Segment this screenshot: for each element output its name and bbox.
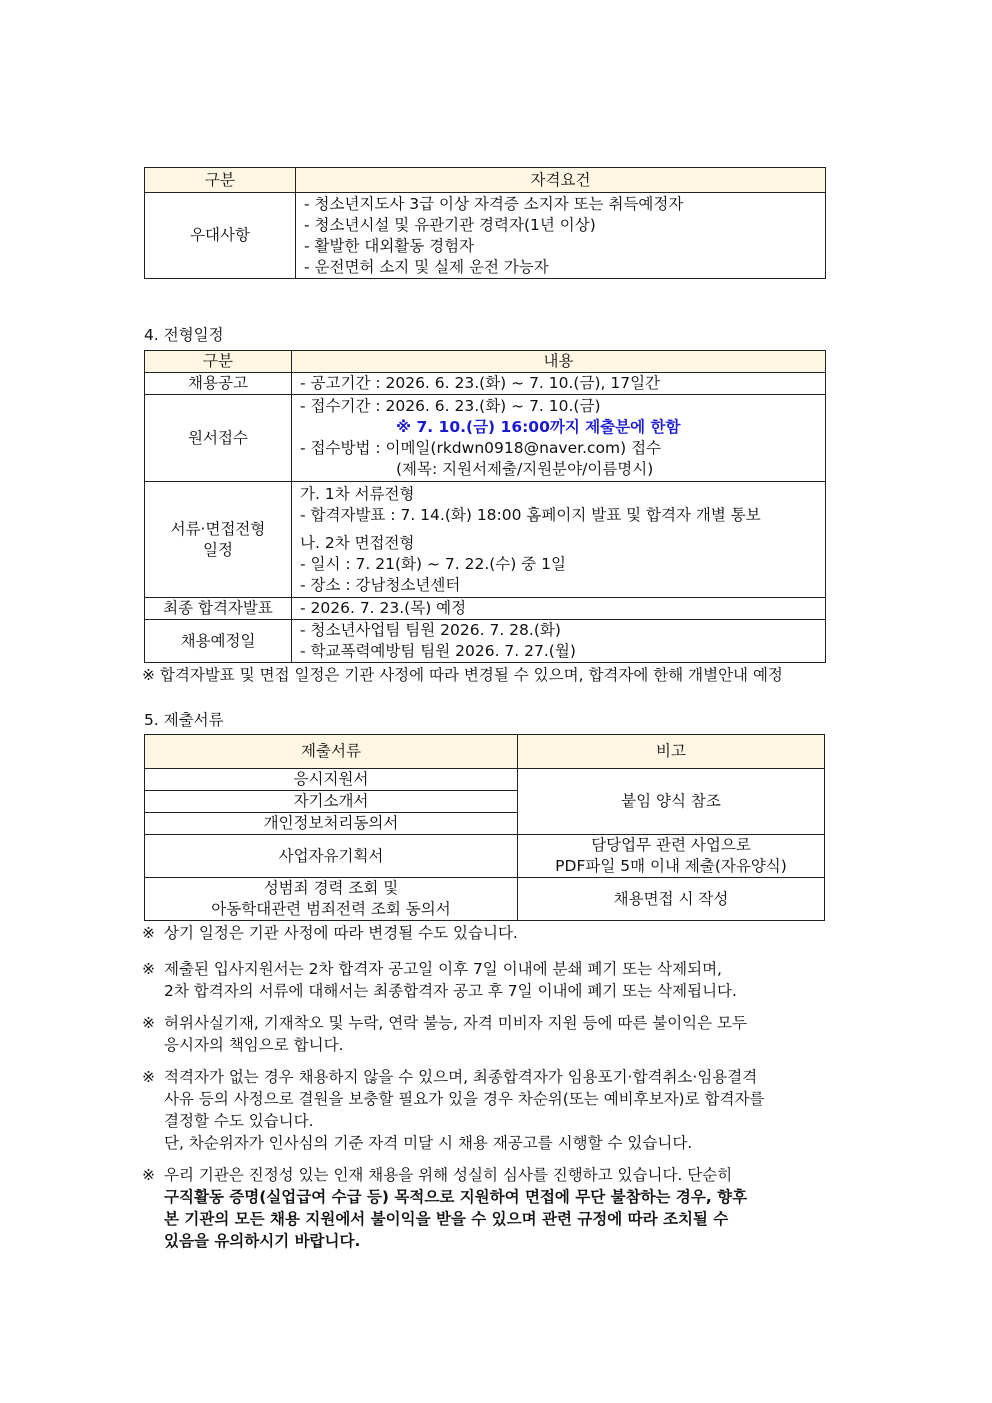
screening-step-2-title: 나. 2차 면접전형 <box>300 533 415 552</box>
screening-step-2-place: - 장소 : 강남청소년센터 <box>300 575 461 594</box>
row-label-screening: 서류·면접전형 일정 <box>145 482 292 598</box>
application-method: - 접수방법 : 이메일(rkdwn0918@naver.com) 접수 <box>300 439 662 457</box>
header-category: 구분 <box>145 351 292 373</box>
section-title-documents: 5. 제출서류 <box>144 711 224 729</box>
note-4: ※ 적격자가 없는 경우 채용하지 않을 수 있으며, 최종합격자가 임용포기·합격취소·임용결격 사유 등의 사정으로 결원을 보충할 필요가 있을 경우 차순위(또는 예비후보자)로 합격자를 결정할 수도 있습니다. 단, 차순위자가 인사심의 기준 자격 미달 시 채용 재공고를 시행할 수 있습니다. <box>142 1068 765 1152</box>
application-cell <box>292 395 826 482</box>
final-announcement: - 2026. 7. 23.(목) 예정 <box>292 598 826 620</box>
header-documents: 제출서류 <box>145 735 518 769</box>
screening-step-1-text: - 합격자발표 : 7. 14.(화) 18:00 홈페이지 발표 및 합격자 개별 통보 <box>300 505 761 524</box>
preference-item: - 청소년시설 및 유관기관 경력자(1년 이상) <box>304 215 596 234</box>
application-deadline: ※ 7. 10.(금) 16:00까지 제출분에 한함 <box>396 418 681 436</box>
note-2: ※ 제출된 입사지원서는 2차 합격자 공고일 이후 7일 이내에 분쇄 폐기 또는 삭제되며, 2차 합격자의 서류에 대해서는 최종합격자 공고 후 7일 이내에 폐기 또는 삭제됩니다. <box>142 960 737 1000</box>
document-remark: 채용면접 시 작성 <box>518 878 825 921</box>
document-item: 개인정보처리동의서 <box>145 813 518 835</box>
row-label-final: 최종 합격자발표 <box>145 598 292 620</box>
note-3: ※ 허위사실기재, 기재착오 및 누락, 연락 불능, 자격 미비자 지원 등에 따른 불이익은 모두 응시자의 책임으로 합니다. <box>142 1014 747 1054</box>
row-label-hire-date: 채용예정일 <box>145 620 292 663</box>
preference-item: - 청소년지도사 3급 이상 자격증 소지자 또는 취득예정자 <box>304 194 684 213</box>
hire-date-cell <box>292 620 826 663</box>
schedule-table <box>144 350 826 663</box>
row-label-notice: 채용공고 <box>145 373 292 395</box>
preference-item: - 운전면허 소지 및 실제 운전 가능자 <box>304 257 549 276</box>
screening-step-1-title: 가. 1차 서류전형 <box>300 484 415 503</box>
notice-period: - 공고기간 : 2026. 6. 23.(화) ~ 7. 10.(금), 17일간 <box>292 373 826 395</box>
note-1: ※ 상기 일정은 기관 사정에 따라 변경될 수도 있습니다. <box>142 924 518 942</box>
document-item: 자기소개서 <box>145 791 518 813</box>
header-qualification: 자격요건 <box>296 168 826 193</box>
document-item: 사업자유기획서 <box>145 835 518 878</box>
document-item: 성범죄 경력 조회 및 아동학대관련 범죄전력 조회 동의서 <box>145 878 518 921</box>
header-remarks: 비고 <box>518 735 825 769</box>
schedule-footnote: ※ 합격자발표 및 면접 일정은 기관 사정에 따라 변경될 수 있으며, 합격자에 한해 개별안내 예정 <box>142 666 783 684</box>
document-item: 응시지원서 <box>145 769 518 791</box>
document-remark: 붙임 양식 참조 <box>518 769 825 835</box>
screening-cell <box>292 482 826 598</box>
hire-date-youth-team: - 청소년사업팀 팀원 2026. 7. 28.(화) <box>300 621 561 639</box>
preference-item: - 활발한 대외활동 경험자 <box>304 236 475 255</box>
application-period: - 접수기간 : 2026. 6. 23.(화) ~ 7. 10.(금) <box>300 397 601 415</box>
section-title-schedule: 4. 전형일정 <box>144 326 224 344</box>
documents-table <box>144 734 825 921</box>
hire-date-violence-team: - 학교폭력예방팀 팀원 2026. 7. 27.(월) <box>300 642 576 660</box>
document-remark: 담당업무 관련 사업으로 PDF파일 5매 이내 제출(자유양식) <box>518 835 825 878</box>
note-5: ※ 우리 기관은 진정성 있는 인재 채용을 위해 성실히 심사를 진행하고 있습니다. 단순히 구직활동 증명(실업급여 수급 등) 목적으로 지원하여 면접에 무단 불참하는 경우, 향후 본 기관의 모든 채용 지원에서 불이익을 받을 수 있으며 관련 규정에 따라 조치될 수 있음을 유의하시기 바랍니다. <box>142 1166 748 1250</box>
row-label-application: 원서접수 <box>145 395 292 482</box>
preference-list <box>296 193 826 279</box>
application-subject: (제목: 지원서제출/지원분야/이름명시) <box>396 460 654 478</box>
header-content: 내용 <box>292 351 826 373</box>
header-category: 구분 <box>145 168 296 193</box>
qualification-table <box>144 167 826 279</box>
screening-step-2-date: - 일시 : 7. 21(화) ~ 7. 22.(수) 중 1일 <box>300 554 566 573</box>
row-label-preference: 우대사항 <box>145 193 296 279</box>
